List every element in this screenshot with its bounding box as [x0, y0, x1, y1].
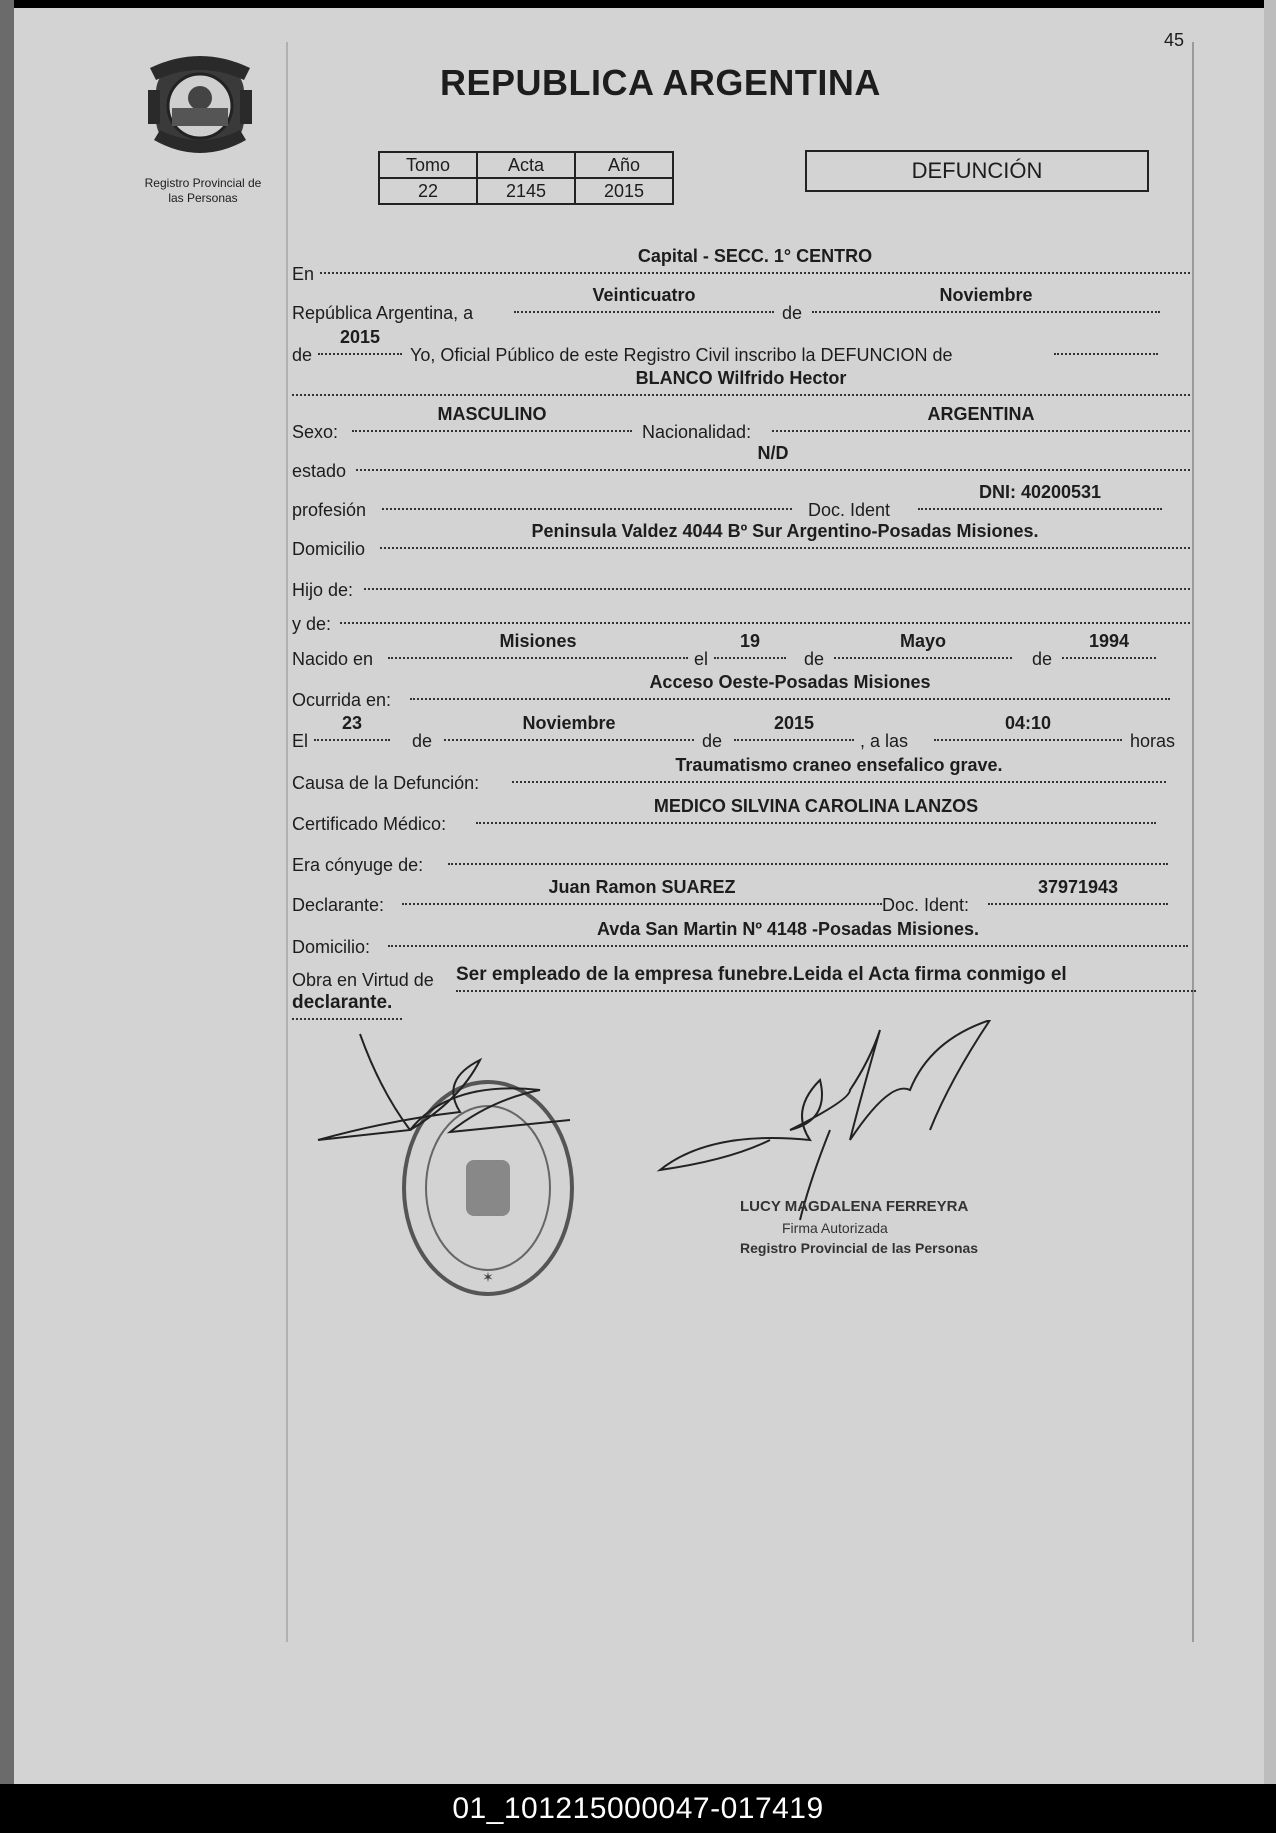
- hijo-field: [364, 562, 1190, 590]
- nacido-field: Misiones: [388, 631, 688, 659]
- en-field: Capital - SECC. 1° CENTRO: [320, 246, 1190, 274]
- ref-header-ano: Año: [575, 152, 673, 178]
- el-label: el: [694, 649, 709, 669]
- nacionalidad-field: ARGENTINA: [772, 404, 1190, 432]
- certificado-field: MEDICO SILVINA CAROLINA LANZOS: [476, 796, 1156, 824]
- hijo-label: Hijo de:: [292, 580, 354, 600]
- month-field: Noviembre: [812, 285, 1160, 313]
- causa-label: Causa de la Defunción:: [292, 773, 480, 793]
- statement-text: Yo, Oficial Público de este Registro Civil inscribo la DEFUNCION de: [410, 345, 953, 365]
- ocurrida-label: Ocurrida en:: [292, 690, 392, 710]
- doc2-label: Doc. Ident:: [882, 895, 970, 915]
- nacionalidad-label: Nacionalidad:: [642, 422, 752, 442]
- birth-month-field: Mayo: [834, 631, 1012, 659]
- reference-table: [378, 151, 674, 205]
- signer-role: Firma Autorizada: [782, 1220, 888, 1236]
- year-field: 2015: [318, 327, 402, 355]
- ref-value-acta: 2145: [477, 178, 575, 204]
- footer-id: 01_101215000047-017419: [0, 1784, 1276, 1833]
- registry-label: [118, 176, 288, 206]
- document-title: REPUBLICA ARGENTINA: [440, 62, 881, 103]
- declarante-label: Declarante:: [292, 895, 385, 915]
- record-type-box: DEFUNCIÓN: [805, 150, 1149, 192]
- registry-label-line2: las Personas: [168, 191, 238, 205]
- obra-label: Obra en Virtud de: [292, 970, 434, 990]
- signature-area: [290, 1020, 1210, 1320]
- conyuge-field: [448, 837, 1168, 865]
- signatures-drawing: [290, 1020, 1210, 1320]
- yde-label: y de:: [292, 614, 332, 634]
- nacido-label: Nacido en: [292, 649, 374, 669]
- page-right-edge: [1264, 0, 1276, 1784]
- doc2-field: 37971943: [988, 877, 1168, 905]
- death-month-field: Noviembre: [444, 713, 694, 741]
- obra-field-line1: Ser empleado de la empresa funebre.Leida el Acta firma conmigo el: [456, 964, 1196, 992]
- de-label-6: de: [702, 731, 723, 751]
- ocurrida-field: Acceso Oeste-Posadas Misiones: [410, 672, 1170, 700]
- domicilio2-label: Domicilio:: [292, 937, 371, 957]
- birth-day-field: 19: [714, 631, 786, 659]
- yde-field: [340, 596, 1190, 624]
- death-day-field: 23: [314, 713, 390, 741]
- profesion-field: [382, 482, 792, 510]
- left-signature: [318, 1034, 570, 1140]
- republica-label: República Argentina, a: [292, 303, 474, 323]
- alas-label: , a las: [860, 731, 909, 751]
- horas-label: horas: [1130, 731, 1176, 751]
- estado-label: estado: [292, 461, 347, 481]
- statement-tail-field: [1054, 327, 1158, 355]
- conyuge-label: Era cónyuge de:: [292, 855, 424, 875]
- declarante-field: Juan Ramon SUAREZ: [402, 877, 882, 905]
- domicilio-label: Domicilio: [292, 539, 366, 559]
- causa-field: Traumatismo craneo ensefalico grave.: [512, 755, 1166, 783]
- page-left-edge: [0, 0, 14, 1784]
- death-time-field: 04:10: [934, 713, 1122, 741]
- page-number: 45: [1164, 30, 1185, 50]
- de-label-2: de: [292, 345, 313, 365]
- sexo-label: Sexo:: [292, 422, 339, 442]
- registry-label-line1: Registro Provincial de: [144, 176, 262, 190]
- death-year-field: 2015: [734, 713, 854, 741]
- de-label-3: de: [804, 649, 825, 669]
- sexo-field: MASCULINO: [352, 404, 632, 432]
- el2-label: El: [292, 731, 309, 751]
- svg-text:✶: ✶: [482, 1269, 494, 1285]
- signer-org: Registro Provincial de las Personas: [740, 1240, 979, 1256]
- en-label: En: [292, 264, 315, 284]
- de-label-1: de: [782, 303, 803, 323]
- form-right-rule: [1192, 42, 1194, 1642]
- deceased-name-field: BLANCO Wilfrido Hector: [292, 368, 1190, 396]
- stamp-graphic: [404, 1082, 572, 1294]
- form-left-rule: [286, 42, 288, 1642]
- signer-name: LUCY MAGDALENA FERREYRA: [740, 1198, 969, 1215]
- certificado-label: Certificado Médico:: [292, 814, 447, 834]
- right-signature: [660, 1020, 990, 1220]
- doc-field: DNI: 40200531: [918, 482, 1162, 510]
- ref-value-tomo: 22: [379, 178, 477, 204]
- de-label-5: de: [412, 731, 433, 751]
- obra-field-line2: declarante.: [292, 992, 402, 1020]
- estado-field: N/D: [356, 443, 1190, 471]
- domicilio-field: Peninsula Valdez 4044 Bº Sur Argentino-Posadas Misiones.: [380, 521, 1190, 549]
- doc-label: Doc. Ident: [808, 500, 891, 520]
- provincia-de-misiones-seal-icon: [148, 50, 252, 162]
- ref-value-ano: 2015: [575, 178, 673, 204]
- ref-header-acta: Acta: [477, 152, 575, 178]
- ref-header-tomo: Tomo: [379, 152, 477, 178]
- domicilio2-field: Avda San Martin Nº 4148 -Posadas Misiones.: [388, 919, 1188, 947]
- day-field: Veinticuatro: [514, 285, 774, 313]
- birth-year-field: 1994: [1062, 631, 1156, 659]
- de-label-4: de: [1032, 649, 1053, 669]
- profesion-label: profesión: [292, 500, 367, 520]
